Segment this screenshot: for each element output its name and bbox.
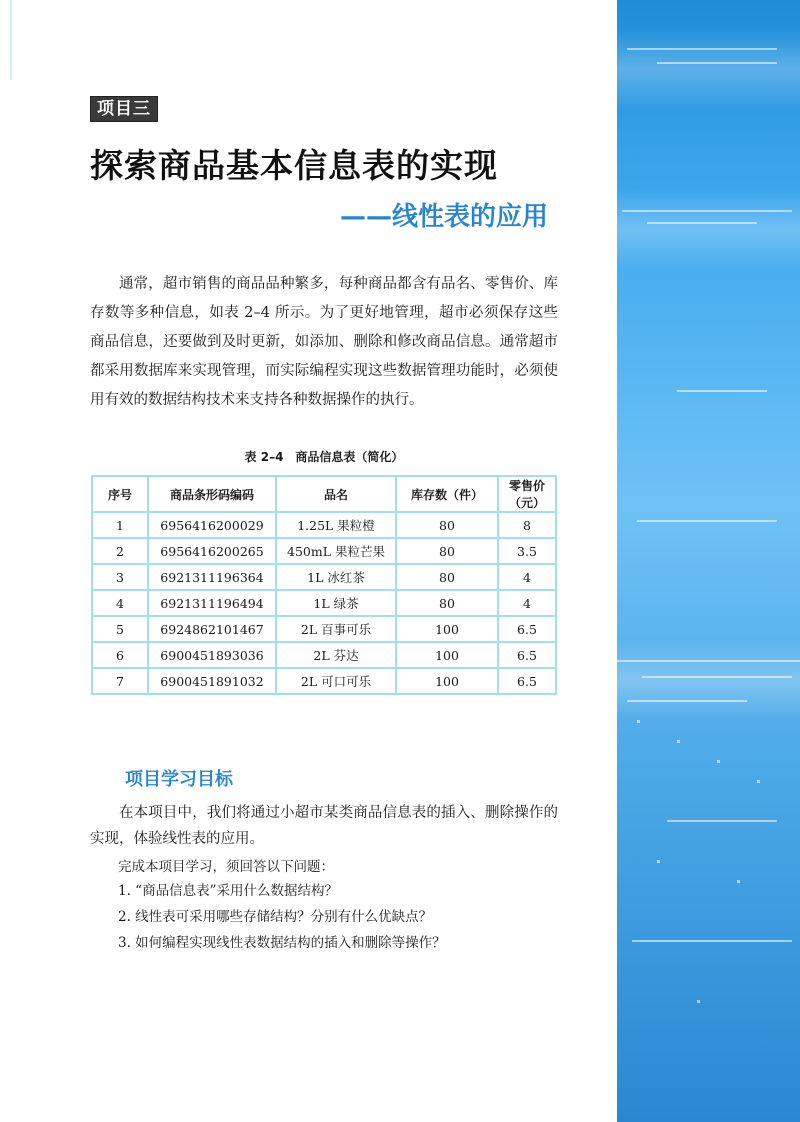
- cell-index: 1: [92, 512, 148, 538]
- table-header-row: [92, 476, 556, 512]
- cell-price: 8: [498, 512, 556, 538]
- goals-paragraph: 在本项目中，我们将通过小超市某类商品信息表的插入、删除操作的实现，体验线性表的应用。: [90, 805, 558, 847]
- band-line: [677, 390, 767, 392]
- cell-product-name: 450mL 果粒芒果: [276, 538, 396, 564]
- band-line: [647, 222, 757, 224]
- cell-barcode: 6956416200029: [148, 512, 276, 538]
- cell-stock: 80: [396, 512, 498, 538]
- cell-price: 6.5: [498, 616, 556, 642]
- band-line: [632, 940, 792, 942]
- band-glow: [617, 190, 800, 270]
- cell-barcode: 6921311196364: [148, 564, 276, 590]
- cell-index: 6: [92, 642, 148, 668]
- band-line: [642, 676, 792, 678]
- question-list: [118, 878, 446, 956]
- band-line: [657, 62, 777, 64]
- table-caption: 表 2–4 商品信息表（简化）: [244, 450, 404, 464]
- cell-barcode: 6900451893036: [148, 642, 276, 668]
- table-row: [92, 538, 556, 564]
- band-dot: [757, 780, 760, 783]
- cell-price: 3.5: [498, 538, 556, 564]
- goods-info-table: [91, 475, 557, 695]
- cell-barcode: 6956416200265: [148, 538, 276, 564]
- cell-product-name: 2L 百事可乐: [276, 616, 396, 642]
- cell-product-name: 2L 芬达: [276, 642, 396, 668]
- question-intro: 完成本项目学习，须回答以下问题：: [118, 859, 334, 875]
- cell-barcode: 6924862101467: [148, 616, 276, 642]
- column-header: 零售价（元）: [498, 476, 556, 512]
- table-row: [92, 616, 556, 642]
- cell-product-name: 2L 可口可乐: [276, 668, 396, 694]
- band-line: [617, 660, 800, 662]
- band-line: [622, 210, 792, 212]
- cell-stock: 80: [396, 564, 498, 590]
- cell-price: 4: [498, 590, 556, 616]
- cell-index: 3: [92, 564, 148, 590]
- goals-section-title: 项目学习目标: [125, 769, 233, 790]
- cell-product-name: 1L 绿茶: [276, 590, 396, 616]
- cell-stock: 100: [396, 668, 498, 694]
- cell-stock: 100: [396, 642, 498, 668]
- band-dot: [677, 740, 680, 743]
- cell-stock: 80: [396, 538, 498, 564]
- table-row: [92, 642, 556, 668]
- cell-stock: 80: [396, 590, 498, 616]
- band-dot: [637, 720, 640, 723]
- intro-paragraph: 通常，超市销售的商品品种繁多，每种商品都含有品名、零售价、库存数等多种信息，如表 2–4 所示。为了更好地管理，超市必须保存这些商品信息，还要做到及时更新，如添加、删除和修改商品信息。通常超市都采用数据库来实现管理，而实际编程实现这些数据管理功能时，必须使用有效的数据结构技术来支持各种数据操作的执行。: [90, 276, 558, 408]
- band-glow: [617, 640, 800, 720]
- table-row: [92, 564, 556, 590]
- cell-barcode: 6900451891032: [148, 668, 276, 694]
- column-header: 序号: [92, 476, 148, 512]
- table-row: [92, 590, 556, 616]
- page-subtitle: ——线性表的应用: [340, 202, 549, 232]
- band-line: [627, 48, 777, 50]
- cell-index: 5: [92, 616, 148, 642]
- band-line: [667, 820, 777, 822]
- list-item: 1. “商品信息表”采用什么数据结构？: [118, 883, 338, 899]
- cell-index: 7: [92, 668, 148, 694]
- cell-price: 6.5: [498, 668, 556, 694]
- column-header: 库存数（件）: [396, 476, 498, 512]
- cell-price: 4: [498, 564, 556, 590]
- cell-price: 6.5: [498, 642, 556, 668]
- band-dot: [717, 760, 720, 763]
- page-title: 探索商品基本信息表的实现: [90, 146, 498, 185]
- cell-stock: 100: [396, 616, 498, 642]
- cell-index: 4: [92, 590, 148, 616]
- cell-index: 2: [92, 538, 148, 564]
- decorative-tick: [10, 0, 12, 80]
- band-line: [627, 700, 747, 702]
- band-glow: [617, 30, 800, 110]
- column-header: 品名: [276, 476, 396, 512]
- table-row: [92, 668, 556, 694]
- cell-barcode: 6921311196494: [148, 590, 276, 616]
- project-badge: 项目三: [90, 96, 158, 122]
- band-line: [637, 520, 777, 522]
- band-dot: [657, 860, 660, 863]
- column-header: 商品条形码编码: [148, 476, 276, 512]
- band-dot: [737, 880, 740, 883]
- decorative-side-band: [617, 0, 800, 1122]
- list-item: 3. 如何编程实现线性表数据结构的插入和删除等操作？: [118, 935, 446, 951]
- band-dot: [697, 1000, 700, 1003]
- cell-product-name: 1L 冰红茶: [276, 564, 396, 590]
- table-row: [92, 512, 556, 538]
- list-item: 2. 线性表可采用哪些存储结构？分别有什么优缺点？: [118, 909, 433, 925]
- cell-product-name: 1.25L 果粒橙: [276, 512, 396, 538]
